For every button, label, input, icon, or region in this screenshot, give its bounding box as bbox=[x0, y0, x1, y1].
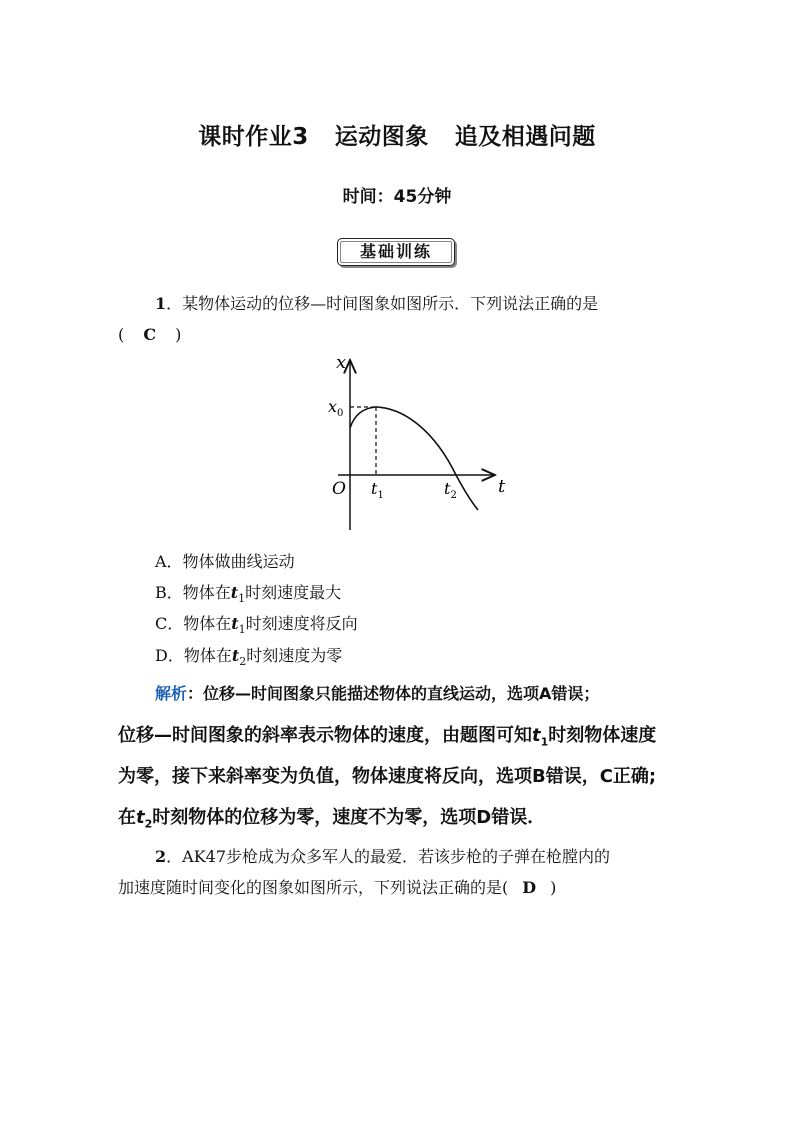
q2-stem-line-2: 加速度随时间变化的图象如图所示，下列说法正确的是( D ) bbox=[118, 878, 557, 897]
t1-label: $t_1$ bbox=[371, 479, 384, 501]
q1-option-c: C．物体在$t_1$时刻速度将反向 bbox=[155, 614, 358, 637]
explanation-label: 解析 bbox=[155, 684, 188, 703]
q1-explanation-line-3: 为零，接下来斜率变为负值，物体速度将反向，选项B错误，C正确; bbox=[118, 766, 657, 787]
y-axis-label: x bbox=[336, 352, 347, 373]
q1-explanation-line-2: 位移—时间图象的斜率表示物体的速度，由题图可知$t_1$时刻物体速度 bbox=[118, 725, 657, 749]
q1-option-d: D．物体在$t_2$时刻速度为零 bbox=[155, 646, 343, 669]
q1-answer: C bbox=[143, 325, 157, 344]
q1-explanation-line-4: 在$t_2$时刻物体的位移为零，速度不为零，选项D错误． bbox=[118, 807, 546, 831]
title-part-3: 追及相遇问题 bbox=[454, 124, 596, 150]
q2-number: 2 bbox=[155, 847, 167, 866]
q2-answer: D bbox=[522, 878, 537, 897]
q1-explanation-line-1: 解析：位移—时间图象只能描述物体的直线运动，选项A错误； bbox=[155, 684, 600, 703]
title-part-2: 运动图象 bbox=[334, 124, 429, 150]
q1-option-b: B．物体在$t_1$时刻速度最大 bbox=[155, 583, 342, 606]
title-part-1: 课时作业3 bbox=[198, 124, 309, 150]
t2-label: $t_2$ bbox=[444, 479, 457, 501]
q1-answer-line bbox=[118, 319, 181, 350]
origin-label: O bbox=[332, 479, 346, 499]
time-limit: 时间：45分钟 bbox=[342, 187, 452, 207]
q1-option-a: A．物体做曲线运动 bbox=[155, 552, 295, 571]
q1-answer-open: ( bbox=[118, 325, 125, 344]
q1-position-time-graph bbox=[320, 350, 520, 535]
q2-stem-line-1: 2．AK47步枪成为众多军人的最爱．若该步枪的子弹在枪膛内的 bbox=[155, 847, 611, 866]
x-axis-label: t bbox=[498, 476, 506, 497]
q1-answer-close: ) bbox=[175, 325, 182, 344]
q1-stem bbox=[155, 288, 598, 319]
x0-label: $x_0$ bbox=[328, 397, 344, 419]
section-badge: 基础训练 bbox=[337, 238, 455, 266]
x-t-curve bbox=[350, 407, 478, 510]
q1-number: 1 bbox=[155, 294, 167, 313]
q1-stem-text: ．某物体运动的位移—时间图象如图所示．下列说法正确的是 bbox=[166, 294, 599, 313]
page-title bbox=[0, 118, 794, 151]
